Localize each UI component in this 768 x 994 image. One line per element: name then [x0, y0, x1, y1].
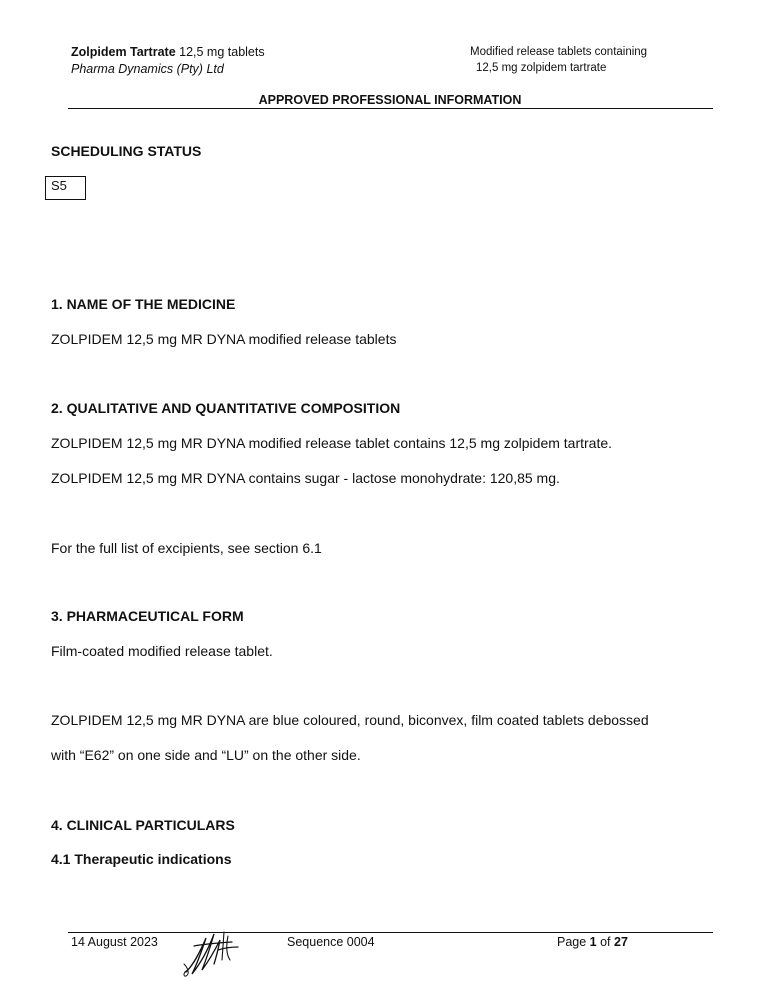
header-right-line1: Modified release tablets containing: [470, 46, 648, 58]
section-2-heading: 2. QUALITATIVE AND QUANTITATIVE COMPOSITION: [51, 400, 401, 416]
header-divider: [68, 108, 713, 109]
section-3-text-3: with “E62” on one side and “LU” on the other side.: [51, 747, 361, 763]
footer-divider: [68, 932, 713, 933]
header-product-name: Zolpidem Tartrate: [71, 45, 176, 59]
section-3-text-2: ZOLPIDEM 12,5 mg MR DYNA are blue coloured, round, biconvex, film coated tablets debossed: [51, 712, 649, 728]
scheduling-status-heading: SCHEDULING STATUS: [51, 143, 202, 159]
section-3-heading: 3. PHARMACEUTICAL FORM: [51, 608, 244, 624]
header-product-strength: 12,5 mg tablets: [175, 45, 265, 59]
header-company: Pharma Dynamics (Pty) Ltd: [71, 62, 224, 76]
footer-page-number: [557, 935, 628, 949]
section-2-text-2: ZOLPIDEM 12,5 mg MR DYNA contains sugar - lactose monohydrate: 120,85 mg.: [51, 470, 560, 486]
footer-page-current: 1: [589, 935, 597, 949]
section-1-text: ZOLPIDEM 12,5 mg MR DYNA modified release tablets: [51, 331, 397, 347]
document-title: APPROVED PROFESSIONAL INFORMATION: [258, 93, 522, 107]
footer-date: 14 August 2023: [71, 935, 158, 949]
section-4-1-heading: 4.1 Therapeutic indications: [51, 851, 232, 867]
section-2-text-1: ZOLPIDEM 12,5 mg MR DYNA modified release tablet contains 12,5 mg zolpidem tartrate.: [51, 435, 613, 451]
header-product-line: [71, 45, 265, 59]
section-3-text-1: Film-coated modified release tablet.: [51, 643, 273, 659]
signature-image: [180, 924, 246, 978]
section-4-heading: 4. CLINICAL PARTICULARS: [51, 817, 235, 833]
footer-sequence: Sequence 0004: [287, 935, 375, 949]
section-2-text-3: For the full list of excipients, see section 6.1: [51, 540, 322, 556]
footer-page-total: 27: [614, 935, 628, 949]
section-1-heading: 1. NAME OF THE MEDICINE: [51, 296, 236, 312]
footer-page-of: of: [596, 935, 614, 949]
footer-page-label: Page: [557, 935, 590, 949]
header-right-line2: 12,5 mg zolpidem tartrate: [476, 62, 607, 74]
scheduling-status-box: S5: [45, 176, 86, 200]
